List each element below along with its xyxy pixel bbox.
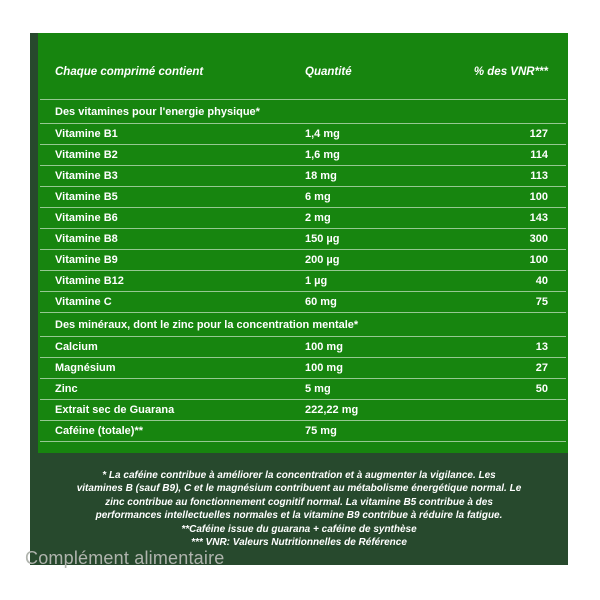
table-row [40,229,566,250]
table-row [40,379,566,400]
nutrient-quantity: 75 mg [305,425,337,437]
nutrient-quantity: 1 µg [305,275,328,287]
nutrient-vnr: 13 [535,341,548,353]
nutrient-quantity: 5 mg [305,383,331,395]
section-header-vitamins [40,100,566,124]
nutrient-name: Vitamine B8 [55,233,118,245]
footnote-line: * La caféine contribue à améliorer la concentration et à augmenter la vigilance. Les [102,469,496,481]
nutrient-name: Calcium [55,341,98,353]
nutrient-name: Vitamine B3 [55,170,118,182]
nutrient-vnr: 100 [529,254,548,266]
table-row [40,124,566,145]
nutrition-table [38,33,568,453]
nutrient-vnr: 143 [529,212,548,224]
nutrient-quantity: 150 µg [305,233,340,245]
nutrient-quantity: 2 mg [305,212,331,224]
section-label: Des vitamines pour l'energie physique* [55,105,260,118]
table-row [40,421,566,442]
nutrient-vnr: 113 [530,170,548,182]
footnote-line: **Caféine issue du guarana + caféine de synthèse [181,523,417,535]
nutrient-quantity: 222,22 mg [305,404,359,416]
table-row [40,337,566,358]
section-label: Des minéraux, dont le zinc pour la concentration mentale* [55,318,359,331]
nutrient-name: Vitamine B2 [55,149,118,161]
header-quantity-label: Quantité [305,66,352,78]
table-row [40,187,566,208]
header-vnr-label: % des VNR*** [473,66,548,78]
nutrient-name: Vitamine B12 [55,275,124,287]
nutrient-vnr: 114 [530,149,548,161]
nutrient-quantity: 200 µg [305,254,340,266]
nutrient-vnr: 300 [529,233,548,245]
table-row [40,358,566,379]
section-header-minerals [40,313,566,337]
table-row [40,166,566,187]
footnote-line: performances intellectuelles normales et la vitamine B9 contribue à réduire la fatigue. [95,510,503,521]
nutrient-vnr: 50 [535,383,548,395]
product-category-label: Complément alimentaire [25,548,225,568]
table-row [40,400,566,421]
nutrient-name: Vitamine B9 [55,254,118,266]
table-row [40,292,566,313]
nutrient-quantity: 1,6 mg [305,149,340,161]
nutrient-vnr: 100 [529,191,548,203]
table-row [40,271,566,292]
nutrient-name: Caféine (totale)** [55,425,144,437]
nutrient-quantity: 60 mg [305,296,337,308]
nutrient-name: Vitamine B1 [55,128,118,140]
header-contents-label: Chaque comprimé contient [55,66,204,78]
nutrient-vnr: 75 [535,296,548,308]
nutrient-vnr: 127 [529,128,548,140]
nutrient-name: Magnésium [55,362,116,374]
nutrient-name: Vitamine B5 [55,191,118,203]
nutrient-quantity: 6 mg [305,191,331,203]
nutrient-quantity: 100 mg [305,362,343,374]
table-row [40,208,566,229]
nutrient-name: Vitamine B6 [55,212,118,224]
table-row [40,145,566,166]
nutrient-vnr: 27 [535,362,548,374]
nutrient-quantity: 100 mg [305,341,343,353]
nutrient-quantity: 18 mg [305,170,337,182]
footnote-line: vitamines B (sauf B9), C et le magnésium contribuent au métabolisme énergétique normal. Le [76,483,522,494]
nutrient-vnr: 40 [535,275,548,287]
footnote-line: zinc contribue au fonctionnement cognitif normal. La vitamine B5 contribue à des [105,496,493,508]
footnote-line: *** VNR: Valeurs Nutritionnelles de Référence [191,537,407,548]
nutrient-name: Extrait sec de Guarana [55,404,175,416]
supplement-facts-panel [30,33,568,565]
table-row [40,250,566,271]
nutrient-quantity: 1,4 mg [305,128,340,140]
table-header-row [40,33,566,100]
nutrient-name: Zinc [55,383,78,395]
nutrient-name: Vitamine C [55,296,112,308]
